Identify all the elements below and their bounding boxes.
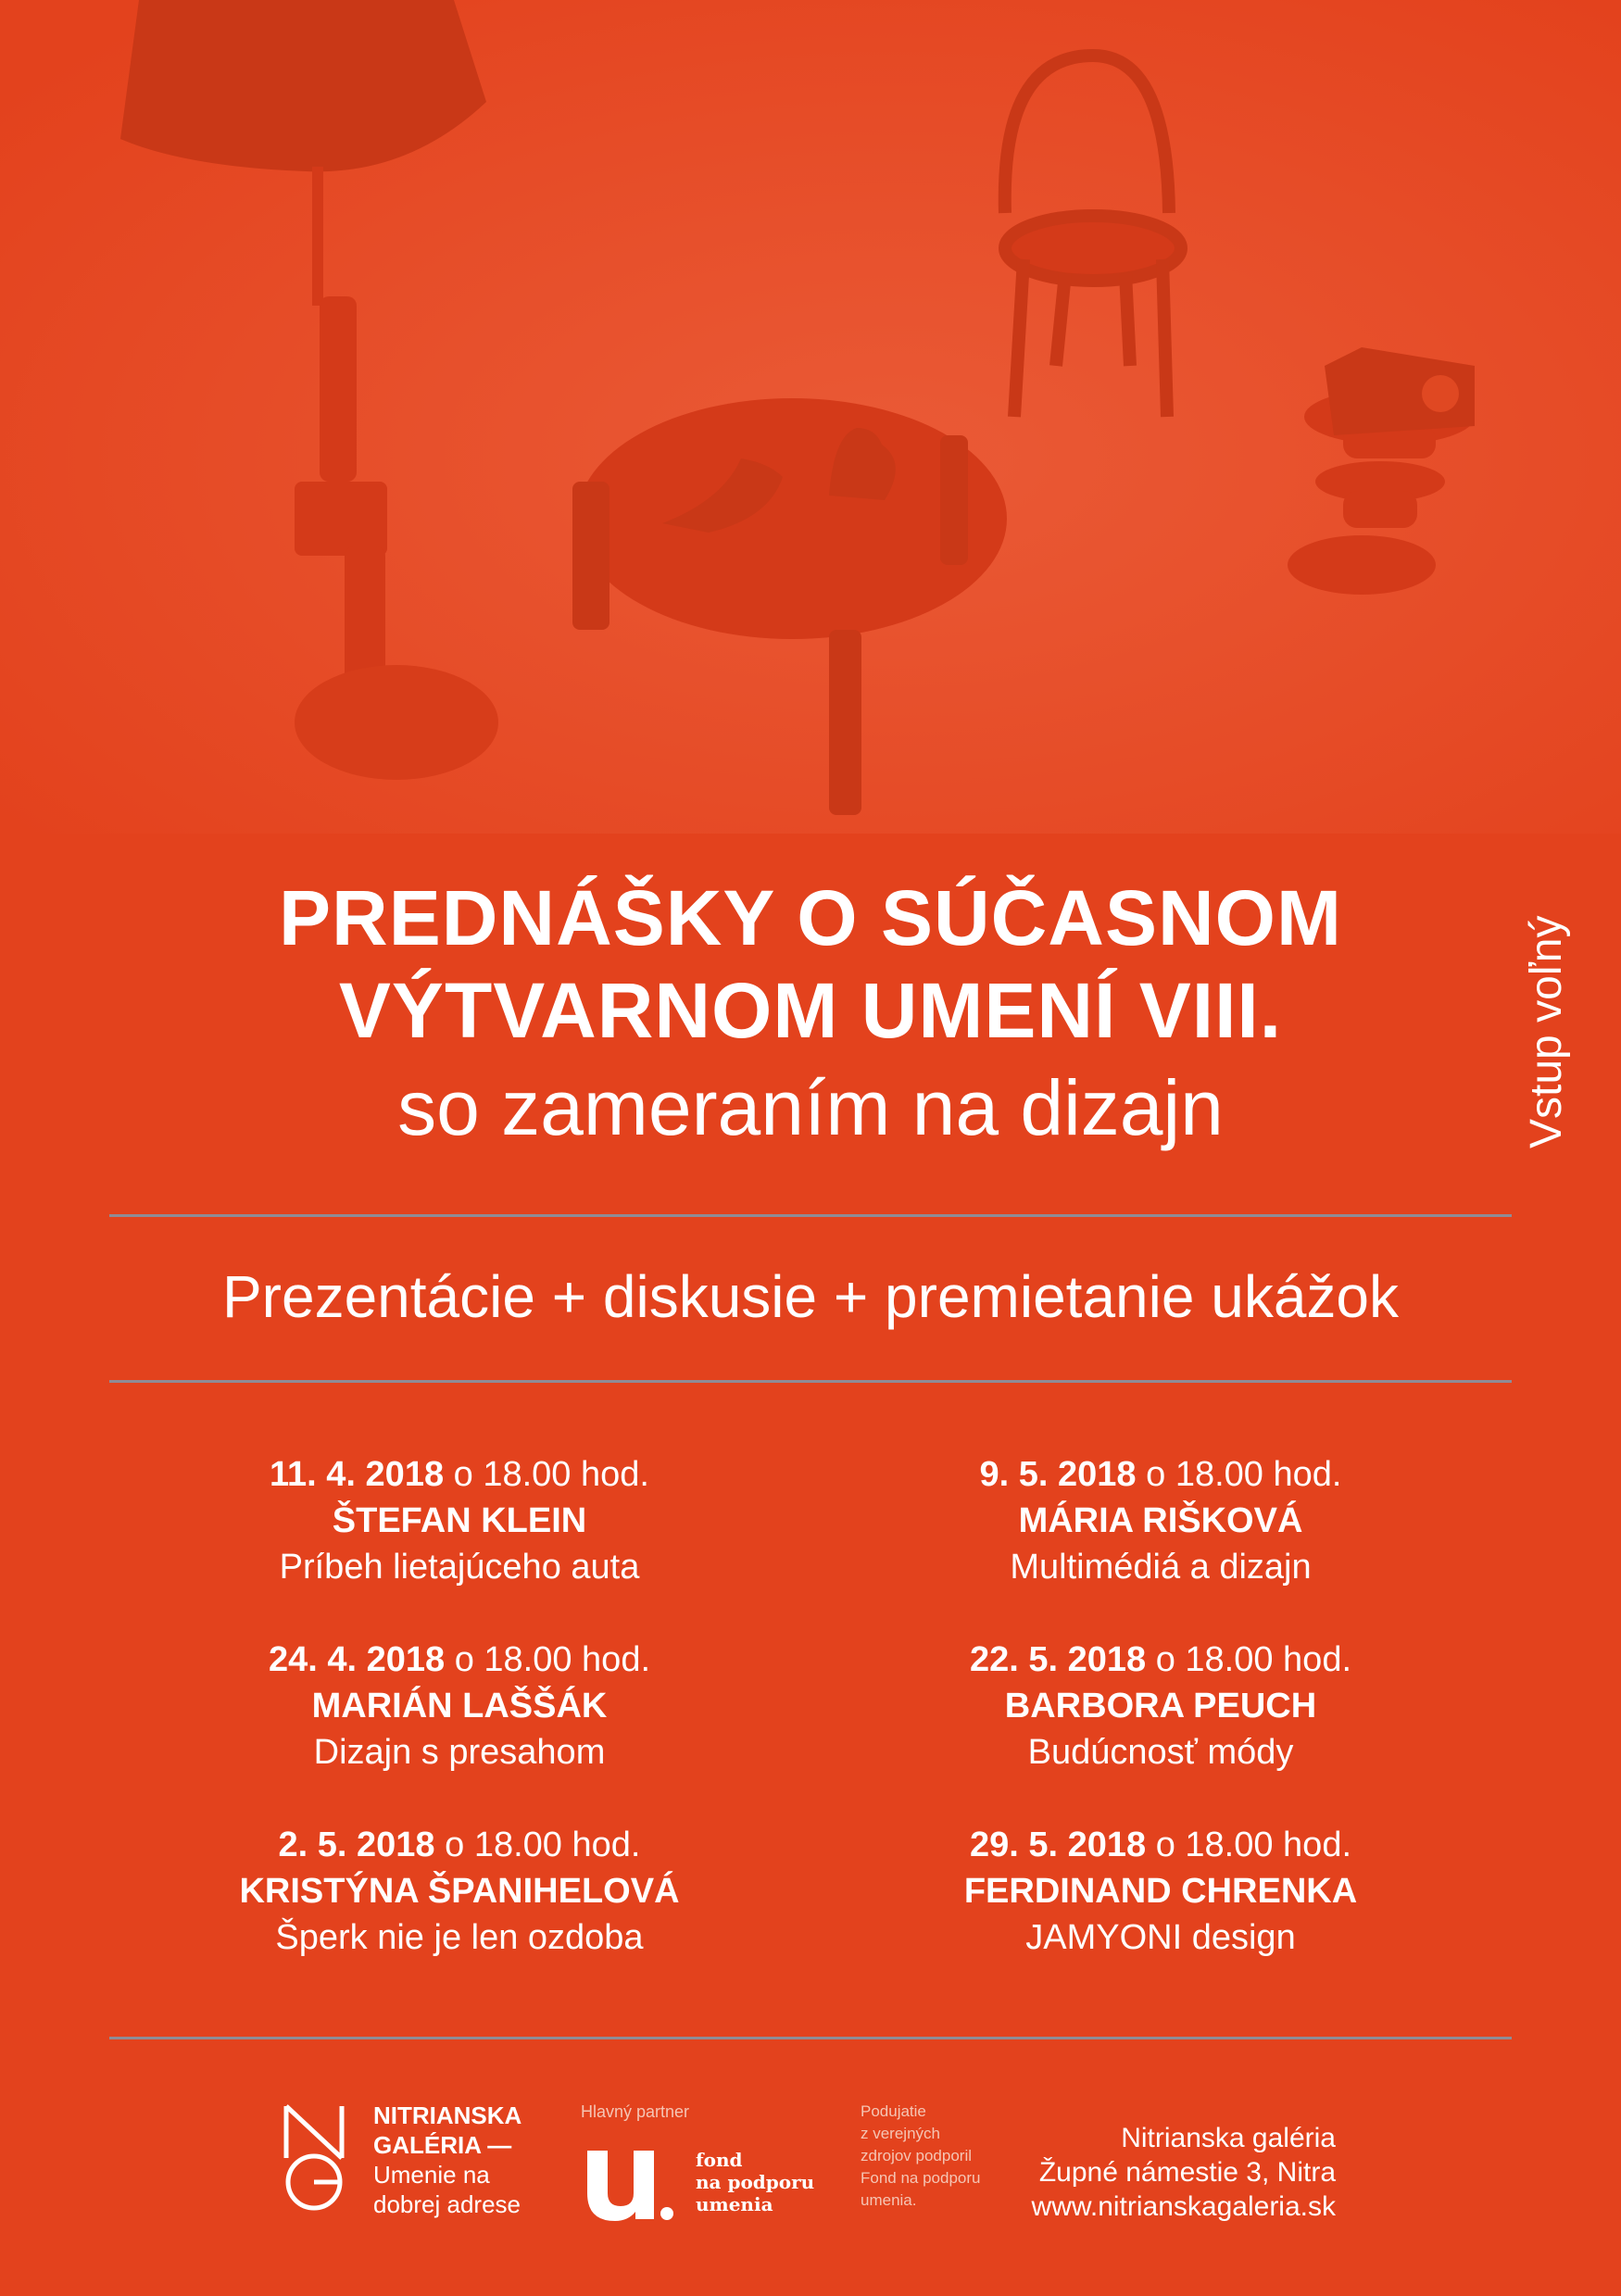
- lecture-item: [790, 1822, 1531, 1961]
- address-street: Župné námestie 3, Nitra: [1038, 2157, 1336, 2188]
- support-line: Fond na podporu: [861, 2169, 981, 2187]
- ng-monogram-icon: [281, 2102, 347, 2214]
- lecture-speaker: ŠTEFAN KLEIN: [332, 1501, 587, 1540]
- support-line: zdrojov podporil: [861, 2147, 973, 2164]
- u-fund-logo-icon: [582, 2141, 674, 2225]
- admission-note: Vstup voľný: [1522, 915, 1571, 1148]
- lecture-time: o 18.00 hod.: [454, 1640, 651, 1679]
- lecture-item: [790, 1637, 1531, 1775]
- gallery-website-link[interactable]: www.nitrianskagaleria.sk: [1031, 2191, 1336, 2222]
- gallery-address: [973, 2121, 1336, 2224]
- support-line: z verejných: [861, 2125, 940, 2142]
- event-subtitle: so zameraním na dizajn: [397, 1064, 1224, 1151]
- lecture-item: [790, 1451, 1531, 1590]
- hero-furniture-image: [0, 0, 1621, 834]
- fund-line-1: fond: [696, 2149, 743, 2171]
- lecture-speaker: FERDINAND CHRENKA: [963, 1872, 1358, 1911]
- lecture-date: 24. 4. 2018: [268, 1640, 446, 1679]
- lecture-date: 29. 5. 2018: [969, 1826, 1147, 1864]
- program-tagline: Prezentácie + diskusie + premietanie ukážok: [221, 1263, 1400, 1330]
- lecture-time: o 18.00 hod.: [445, 1826, 641, 1864]
- support-line: Podujatie: [861, 2102, 926, 2120]
- lecture-item: [89, 1451, 830, 1590]
- gallery-slogan-line-2: dobrej adrese: [373, 2190, 521, 2218]
- gallery-name-line-1: NITRIANSKA: [373, 2102, 522, 2129]
- lecture-topic: Dizajn s presahom: [313, 1733, 606, 1772]
- fund-logo-text: [696, 2149, 814, 2215]
- gallery-logo-text: [373, 2101, 568, 2219]
- event-title-line-2: VÝTVARNOM UMENÍ VIII.: [338, 967, 1283, 1054]
- lecture-speaker: KRISTÝNA ŠPANIHELOVÁ: [239, 1872, 680, 1911]
- main-partner-label: Hlavný partner: [581, 2102, 690, 2121]
- lecture-topic: Budúcnosť módy: [1027, 1733, 1294, 1772]
- lecture-date: 22. 5. 2018: [969, 1640, 1147, 1679]
- lecture-date: 11. 4. 2018: [270, 1455, 445, 1494]
- footer: [0, 2093, 1621, 2278]
- lecture-date: 9. 5. 2018: [979, 1455, 1137, 1494]
- divider-top: [109, 1214, 1512, 1217]
- lecture-time: o 18.00 hod.: [1155, 1640, 1352, 1679]
- lecture-topic: Multimédiá a dizajn: [1010, 1548, 1312, 1587]
- lecture-speaker: MÁRIA RIŠKOVÁ: [1018, 1501, 1303, 1540]
- lecture-time: o 18.00 hod.: [453, 1455, 649, 1494]
- fund-line-2: na podporu: [696, 2171, 815, 2193]
- lecture-topic: Príbeh lietajúceho auta: [279, 1548, 640, 1587]
- address-name: Nitrianska galéria: [1121, 2123, 1336, 2153]
- support-line: umenia.: [861, 2191, 917, 2209]
- fund-line-3: umenia: [696, 2193, 773, 2215]
- lecture-item: [89, 1637, 830, 1775]
- lecture-speaker: BARBORA PEUCH: [1004, 1687, 1317, 1725]
- divider-middle: [109, 1380, 1512, 1383]
- gallery-slogan-line-1: Umenie na: [373, 2161, 490, 2189]
- lecture-item: [89, 1822, 830, 1961]
- gallery-name-line-2: GALÉRIA —: [373, 2131, 512, 2159]
- event-title-line-1: PREDNÁŠKY O SÚČASNOM: [279, 874, 1342, 961]
- lecture-time: o 18.00 hod.: [1155, 1826, 1352, 1864]
- lecture-speaker: MARIÁN LAŠŠÁK: [311, 1687, 608, 1725]
- lecture-topic: JAMYONI design: [1025, 1918, 1296, 1957]
- lecture-time: o 18.00 hod.: [1146, 1455, 1342, 1494]
- lecture-date: 2. 5. 2018: [278, 1826, 435, 1864]
- lecture-topic: Šperk nie je len ozdoba: [275, 1918, 644, 1957]
- divider-bottom: [109, 2037, 1512, 2039]
